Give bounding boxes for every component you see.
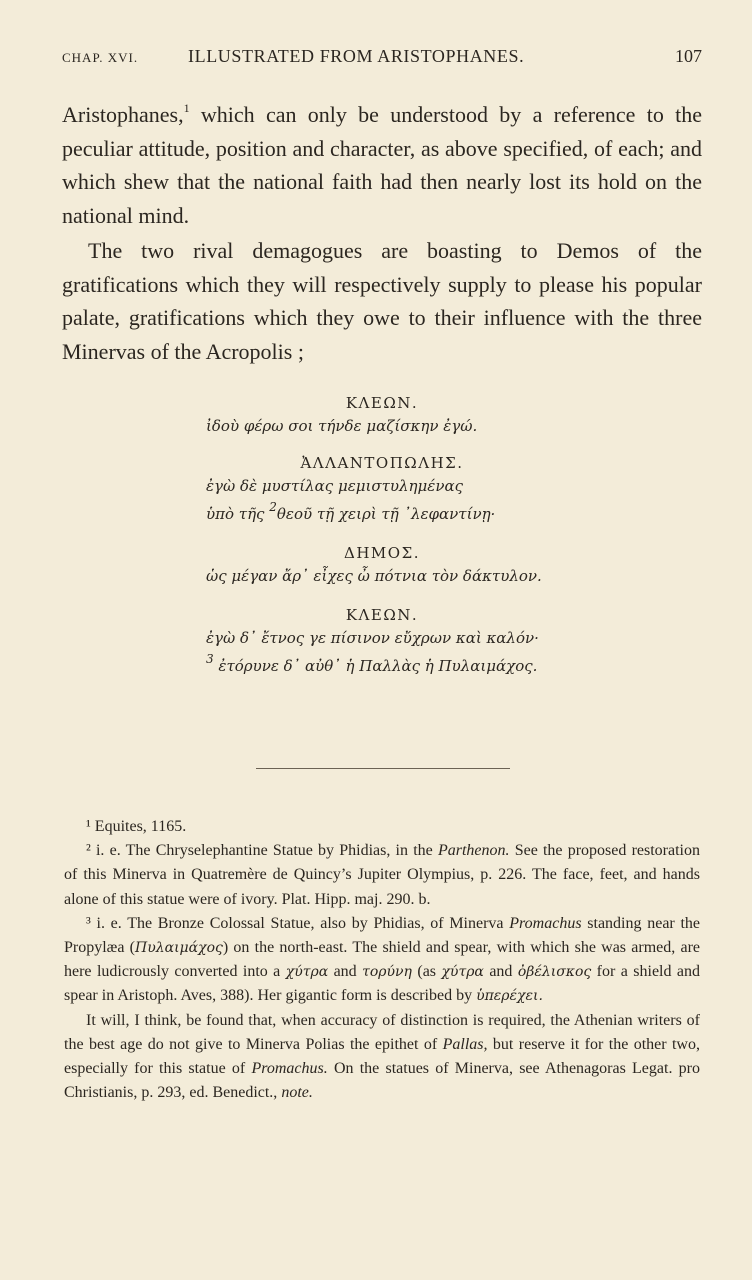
chapter-label: CHAP. XVI. bbox=[62, 50, 139, 65]
paragraph-2: The two rival demagogues are boasting to Demos of the gratifications which they will respectively supply to please his popular palate, gratifications which they owe to their influence with the three Minervas of the Acropolis ; bbox=[62, 238, 702, 364]
greek-word: τορύνη bbox=[362, 964, 412, 981]
verse-line: ἐγὼ δ᾽ ἔτνος γε πίσινον εὔχρων καὶ καλόν· bbox=[206, 629, 539, 647]
footnote-italic: Parthenon. bbox=[437, 842, 510, 860]
greek-quotation bbox=[62, 394, 702, 680]
footnote-3 bbox=[64, 912, 700, 1009]
footnote-continuation bbox=[64, 1009, 700, 1106]
footnotes bbox=[64, 815, 700, 1105]
footnote-divider bbox=[256, 768, 510, 769]
greek-word: ὀβέλισκος bbox=[517, 964, 592, 981]
greek-word: χύτρα bbox=[285, 964, 329, 981]
footnote-text: for a shield and spear in Aristoph. Aves, 388). Her gigantic form is described by bbox=[64, 963, 701, 1005]
greek-word: ὑπερέχει. bbox=[476, 988, 543, 1005]
footnote-text: standing near the Propylæa ( bbox=[64, 914, 701, 957]
footnote-ref-2: 2 bbox=[269, 500, 277, 514]
footnote-text: (as bbox=[411, 963, 442, 981]
running-header bbox=[62, 46, 702, 72]
verse-part: ἐτόρυνε δ᾽ αὐθ᾽ ἡ Παλλὰς ἡ Πυλαιμάχος. bbox=[213, 657, 538, 675]
verse-part: θεοῦ τῇ χειρὶ τῇ ᾽λεφαντίνῃ· bbox=[276, 505, 496, 523]
footnote-2 bbox=[64, 839, 700, 912]
footnote-text: On the statues of Minerva, see Athenagoras Legat. pro Christianis, p. 293, ed. Benedict., bbox=[64, 1060, 700, 1102]
verse-line: ἐγὼ δὲ μυστίλας μεμιστυλημένας bbox=[206, 477, 463, 495]
main-text bbox=[62, 98, 702, 368]
footnote-italic: note. bbox=[281, 1084, 313, 1102]
footnote-text: See the proposed restoration of this Minerva in Quatremère de Quincy’s Jupiter Olympius, p. 226. The face, feet, and hands alone of this statue were of ivory. Plat. Hipp. maj. 290. b. bbox=[64, 842, 701, 908]
speaker-kleon: ΚΛΕΩΝ. bbox=[345, 394, 419, 412]
verse-line: ὡς μέγαν ἄρ᾽ εἶχες ὦ πότνια τὸν δάκτυλον. bbox=[206, 567, 542, 585]
footnote-text: ² i. e. The Chryselephantine Statue by Phidias, in the bbox=[86, 842, 438, 860]
verse-part: ὑπὸ τῆς bbox=[206, 505, 270, 523]
footnote-1: ¹ Equites, 1165. bbox=[86, 818, 187, 835]
speaker-demos: ΔΗΜΟΣ. bbox=[344, 544, 420, 562]
verse-line bbox=[62, 652, 702, 680]
footnote-text: ³ i. e. The Bronze Colossal Statue, also by Phidias, of Minerva bbox=[86, 914, 510, 932]
footnote-text: and bbox=[328, 963, 363, 981]
greek-word: χύτρα bbox=[441, 964, 484, 981]
speaker-allantopoles: ἈΛΛΑΝΤΟΠΩΛΗΣ. bbox=[300, 454, 464, 472]
verse-line: ἰδοὺ φέρω σοι τήνδε μαζίσκην ἐγώ. bbox=[206, 417, 478, 435]
paragraph-1-rest: which can only be understood by a reference to the peculiar attitude, position and character, as above specified, of each; and which shew that the national faith had then nearly lost its hold on the national mind. bbox=[62, 102, 702, 228]
greek-word: Πυλαιμάχος bbox=[135, 940, 223, 957]
page-number: 107 bbox=[675, 46, 702, 66]
footnote-text: ) on the north-east. The shield and spear, with which she was armed, are here ludicrously converted into a bbox=[64, 939, 701, 981]
footnote-text: It will, I think, be found that, when accuracy of distinction is required, the Athenian writers of the best age do not give to Minerva Polias the epithet of bbox=[64, 1011, 700, 1053]
footnote-ref-3: 3 bbox=[206, 652, 214, 666]
paragraph-1 bbox=[62, 98, 702, 232]
footnote-text: but reserve it for the other two, especially for this statue of bbox=[64, 1035, 700, 1078]
footnote-italic: Pallas, bbox=[442, 1035, 488, 1053]
footnote-italic: Promachus. bbox=[251, 1060, 328, 1078]
footnote-italic: Promachus bbox=[509, 914, 582, 932]
footnote-ref-1: 1 bbox=[183, 100, 190, 115]
running-title: ILLUSTRATED FROM ARISTOPHANES. bbox=[188, 46, 525, 66]
footnote-text: and bbox=[483, 963, 518, 981]
paragraph-1-start: Aristophanes, bbox=[62, 102, 184, 127]
speaker-kleon-2: ΚΛΕΩΝ. bbox=[345, 606, 419, 624]
verse-line bbox=[62, 500, 702, 528]
